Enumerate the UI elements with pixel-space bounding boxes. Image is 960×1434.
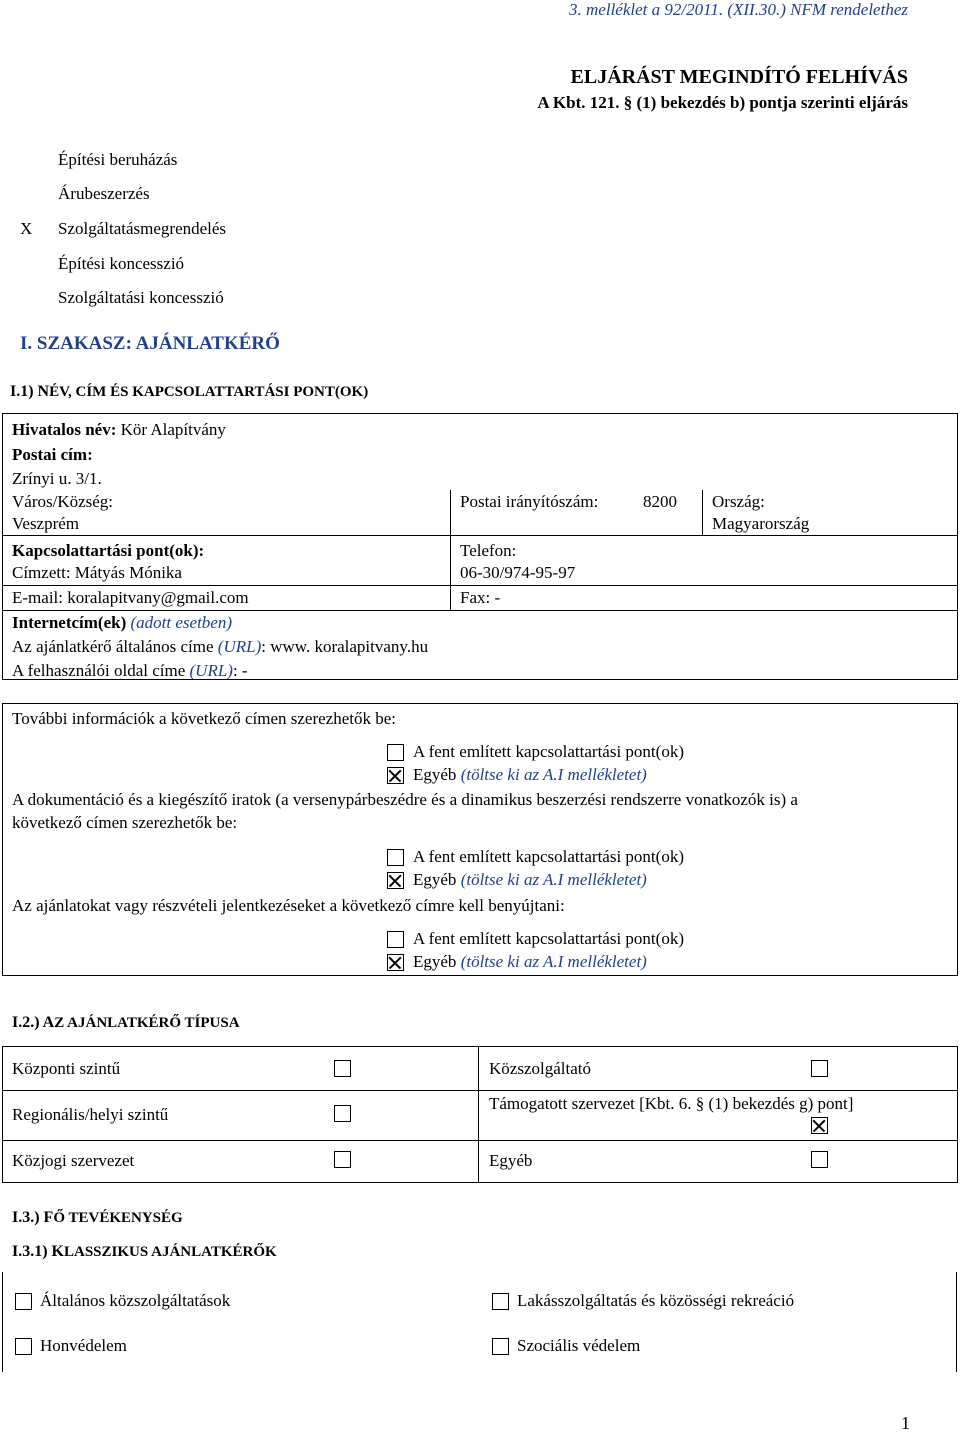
- documentation-contact-checkbox[interactable]: [387, 849, 404, 866]
- submission-info-text: Az ajánlatokat vagy részvételi jelentkezéseket a következő címre kell benyújtani:: [12, 896, 565, 915]
- supported-organisation-label: Támogatott szervezet [Kbt. 6. § (1) bekezdés g) pont]: [489, 1094, 854, 1113]
- city-value: Veszprém: [12, 514, 80, 533]
- housing-community-label: Lakásszolgáltatás és közösségi rekreáció: [517, 1291, 795, 1310]
- divider: [2, 535, 958, 536]
- further-info-other-checkbox[interactable]: [387, 767, 404, 784]
- documentation-contact-label: A fent említett kapcsolattartási pont(ok): [413, 847, 684, 866]
- general-public-services-checkbox[interactable]: [15, 1293, 32, 1310]
- documentation-other-checkbox[interactable]: [387, 872, 404, 889]
- zip-value: 8200: [643, 492, 677, 511]
- type-item-services: Szolgáltatásmegrendelés: [58, 219, 227, 238]
- submission-other-checkbox[interactable]: [387, 954, 404, 971]
- public-law-body-checkbox[interactable]: [334, 1151, 351, 1168]
- phone-value: 06-30/974-95-97: [460, 563, 576, 582]
- submission-contact-checkbox[interactable]: [387, 931, 404, 948]
- documentation-info-line2: következő címen szerezhetők be:: [12, 813, 238, 832]
- type-item-works: Építési beruházás: [58, 150, 178, 169]
- contact-point-label: Kapcsolattartási pont(ok):: [12, 541, 205, 560]
- official-name-row: Hivatalos név: Kör Alapítvány: [12, 420, 226, 439]
- city-label: Város/Község:: [12, 492, 114, 511]
- defence-label: Honvédelem: [40, 1336, 127, 1355]
- annex-reference: 3. melléklet a 92/2011. (XII.30.) NFM rendelethez: [569, 0, 908, 19]
- central-level-checkbox[interactable]: [334, 1060, 351, 1077]
- document-subtitle: A Kbt. 121. § (1) bekezdés b) pontja szerinti eljárás: [537, 93, 908, 112]
- selected-type-mark: X: [20, 219, 33, 238]
- further-info-contact-label: A fent említett kapcsolattartási pont(ok): [413, 742, 684, 761]
- postal-address-label: Postai cím:: [12, 445, 93, 464]
- utility-checkbox[interactable]: [811, 1060, 828, 1077]
- page-number: 1: [901, 1413, 910, 1433]
- fax-row: Fax: -: [460, 588, 501, 607]
- documentation-info-line1: A dokumentáció és a kiegészítő iratok (a versenypárbeszédre és a dinamikus beszerzési rendszerre vonatkozók is) a: [12, 790, 798, 809]
- central-level-label: Központi szintű: [12, 1059, 121, 1078]
- submission-contact-label: A fent említett kapcsolattartási pont(ok): [413, 929, 684, 948]
- supported-organisation-checkbox[interactable]: [811, 1117, 828, 1134]
- other-buyer-type-label: Egyéb: [489, 1151, 533, 1170]
- social-protection-label: Szociális védelem: [517, 1336, 641, 1355]
- subsection-title-contact: I.1) NÉV, CÍM ÉS KAPCSOLATTARTÁSI PONT(OK): [10, 383, 369, 400]
- submission-other-label: Egyéb (töltse ki az A.I mellékletet): [413, 952, 647, 971]
- social-protection-checkbox[interactable]: [492, 1338, 509, 1355]
- email-row: E-mail: koralapitvany@gmail.com: [12, 588, 249, 607]
- further-info-other-label: Egyéb (töltse ki az A.I mellékletet): [413, 765, 647, 784]
- subsection-title-buyer-type: I.2.) AZ AJÁNLATKÉRŐ TÍPUSA: [12, 1014, 240, 1031]
- further-info-text: További információk a következő címen szerezhetők be:: [12, 709, 396, 728]
- regional-level-label: Regionális/helyi szintű: [12, 1105, 169, 1124]
- section-title: I. SZAKASZ: AJÁNLATKÉRŐ: [20, 333, 280, 354]
- divider: [450, 490, 451, 610]
- document-title: ELJÁRÁST MEGINDÍTÓ FELHÍVÁS: [570, 66, 908, 88]
- general-url-row: Az ajánlatkérő általános címe (URL): www. koralapitvany.hu: [12, 637, 429, 656]
- further-info-contact-checkbox[interactable]: [387, 744, 404, 761]
- divider: [2, 610, 958, 611]
- contact-point-value: Címzett: Mátyás Mónika: [12, 563, 182, 582]
- divider: [956, 1272, 957, 1372]
- divider: [2, 1140, 958, 1141]
- postal-address-value: Zrínyi u. 3/1.: [12, 469, 102, 488]
- phone-label: Telefon:: [460, 541, 517, 560]
- housing-community-checkbox[interactable]: [492, 1293, 509, 1310]
- internet-heading: Internetcím(ek) (adott esetben): [12, 613, 232, 632]
- subsection-title-main-activity: I.3.) FŐ TEVÉKENYSÉG: [12, 1209, 183, 1226]
- type-item-works-concession: Építési koncesszió: [58, 254, 185, 273]
- general-public-services-label: Általános közszolgáltatások: [40, 1291, 231, 1310]
- divider: [2, 1090, 958, 1091]
- country-value: Magyarország: [712, 514, 810, 533]
- divider: [2, 585, 958, 586]
- subsection-title-classic-buyers: I.3.1) KLASSZIKUS AJÁNLATKÉRŐK: [12, 1243, 277, 1260]
- defence-checkbox[interactable]: [15, 1338, 32, 1355]
- utility-label: Közszolgáltató: [489, 1059, 591, 1078]
- buyer-profile-url-row: A felhasználói oldal címe (URL): -: [12, 661, 248, 680]
- zip-label: Postai irányítószám:: [460, 492, 599, 511]
- country-label: Ország:: [712, 492, 765, 511]
- type-item-services-concession: Szolgáltatási koncesszió: [58, 288, 224, 307]
- other-buyer-type-checkbox[interactable]: [811, 1151, 828, 1168]
- divider: [2, 1272, 3, 1372]
- documentation-other-label: Egyéb (töltse ki az A.I mellékletet): [413, 870, 647, 889]
- divider: [702, 490, 703, 535]
- public-law-body-label: Közjogi szervezet: [12, 1151, 135, 1170]
- type-item-supplies: Árubeszerzés: [58, 184, 150, 203]
- regional-level-checkbox[interactable]: [334, 1105, 351, 1122]
- divider: [478, 1046, 479, 1183]
